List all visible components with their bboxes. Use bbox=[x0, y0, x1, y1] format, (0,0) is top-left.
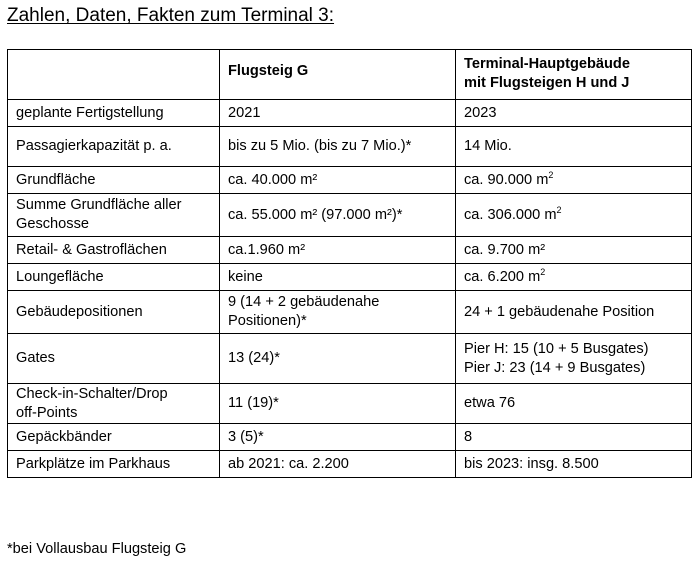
cell-g bbox=[220, 334, 456, 384]
cell-text: 2023 bbox=[464, 104, 497, 121]
footnote: *bei Vollausbau Flugsteig G bbox=[7, 541, 187, 557]
cell-hj bbox=[456, 264, 692, 291]
cell-g bbox=[220, 100, 456, 127]
cell-text: Gebäudepositionen bbox=[16, 303, 143, 320]
cell-g bbox=[220, 291, 456, 334]
cell-text: ca. 9.700 m² bbox=[464, 241, 546, 258]
table-row bbox=[8, 264, 692, 291]
cell-label bbox=[8, 451, 220, 478]
cell-text: geplante Fertigstellung bbox=[16, 104, 164, 121]
cell-hj bbox=[456, 451, 692, 478]
cell-hj bbox=[456, 100, 692, 127]
cell-text: 11 (19)* bbox=[228, 395, 279, 411]
cell-label bbox=[8, 194, 220, 237]
cell-text: ab 2021: ca. 2.200 bbox=[228, 455, 349, 472]
cell-text: Pier H: 15 (10 + 5 Busgates) bbox=[464, 340, 649, 357]
cell-text: Positionen)* bbox=[228, 313, 307, 329]
cell-text: 3 (5)* bbox=[228, 428, 264, 445]
cell-hj bbox=[456, 237, 692, 264]
header-flugsteig-g-label: Flugsteig G bbox=[228, 63, 309, 79]
cell-text: Geschosse bbox=[16, 216, 90, 232]
cell-g bbox=[220, 451, 456, 478]
cell-text: etwa 76 bbox=[464, 395, 516, 411]
cell-text: Parkplätze im Parkhaus bbox=[16, 455, 171, 472]
cell-label bbox=[8, 424, 220, 451]
table-row bbox=[8, 194, 692, 237]
header-flugsteig-g bbox=[220, 50, 456, 100]
cell-text: Gates bbox=[16, 350, 55, 366]
cell-label bbox=[8, 291, 220, 334]
cell-text: 2021 bbox=[228, 104, 261, 121]
superscript: 2 bbox=[548, 169, 554, 180]
cell-text-main: ca. 90.000 m bbox=[464, 171, 549, 188]
cell-hj bbox=[456, 334, 692, 384]
cell-text: off-Points bbox=[16, 404, 78, 421]
cell-text: bis 2023: insg. 8.500 bbox=[464, 455, 599, 472]
cell-hj bbox=[456, 194, 692, 237]
cell-text: Retail- & Gastroflächen bbox=[16, 241, 167, 258]
table-row bbox=[8, 127, 692, 167]
cell-text: 14 Mio. bbox=[464, 138, 512, 154]
cell-text: Check-in-Schalter/Drop bbox=[16, 385, 168, 402]
cell-text-main: ca. 6.200 m bbox=[464, 268, 541, 285]
cell-hj bbox=[456, 127, 692, 167]
page-title: Zahlen, Daten, Fakten zum Terminal 3: bbox=[7, 5, 335, 26]
cell-g bbox=[220, 384, 456, 424]
cell-g bbox=[220, 194, 456, 237]
cell-text: ca.1.960 m² bbox=[228, 241, 306, 258]
table-row bbox=[8, 384, 692, 424]
cell-label bbox=[8, 334, 220, 384]
cell-g bbox=[220, 237, 456, 264]
cell-text: bis zu 5 Mio. (bis zu 7 Mio.)* bbox=[228, 138, 412, 154]
table-header-row bbox=[8, 50, 692, 100]
facts-table bbox=[7, 49, 692, 478]
superscript: 2 bbox=[540, 266, 546, 277]
table-row bbox=[8, 451, 692, 478]
cell-label bbox=[8, 127, 220, 167]
cell-label bbox=[8, 100, 220, 127]
header-terminal-hauptgebaeude bbox=[456, 50, 692, 100]
cell-label bbox=[8, 384, 220, 424]
cell-g bbox=[220, 127, 456, 167]
cell-text: Gepäckbänder bbox=[16, 428, 112, 445]
cell-text: 9 (14 + 2 gebäudenahe bbox=[228, 294, 380, 310]
cell-text-main: ca. 306.000 m bbox=[464, 206, 557, 223]
cell-g bbox=[220, 424, 456, 451]
cell-text: ca. 40.000 m² bbox=[228, 171, 318, 188]
cell-text: Pier J: 23 (14 + 9 Busgates) bbox=[464, 359, 646, 376]
cell-text: 13 (24)* bbox=[228, 350, 280, 366]
cell-hj bbox=[456, 291, 692, 334]
cell-hj bbox=[456, 384, 692, 424]
cell-text bbox=[464, 206, 683, 225]
cell-label bbox=[8, 237, 220, 264]
table-row bbox=[8, 424, 692, 451]
cell-text: Loungefläche bbox=[16, 268, 104, 285]
table-row bbox=[8, 237, 692, 264]
cell-hj bbox=[456, 167, 692, 194]
header-empty-cell bbox=[8, 50, 220, 100]
superscript: 2 bbox=[556, 204, 562, 215]
cell-text: ca. 55.000 m² (97.000 m²)* bbox=[228, 206, 403, 223]
cell-text: Passagierkapazität p. a. bbox=[16, 138, 172, 154]
table-row bbox=[8, 167, 692, 194]
cell-g bbox=[220, 167, 456, 194]
cell-text: 8 bbox=[464, 428, 473, 445]
cell-hj bbox=[456, 424, 692, 451]
cell-text: keine bbox=[228, 268, 263, 285]
cell-text: Grundfläche bbox=[16, 171, 96, 188]
table-row bbox=[8, 334, 692, 384]
header-line-1: Terminal-Hauptgebäude bbox=[464, 56, 630, 72]
cell-text bbox=[464, 171, 683, 190]
cell-label bbox=[8, 264, 220, 291]
table-row bbox=[8, 291, 692, 334]
table-row bbox=[8, 100, 692, 127]
cell-text bbox=[464, 268, 683, 287]
cell-text: 24 + 1 gebäudenahe Position bbox=[464, 303, 655, 320]
cell-label bbox=[8, 167, 220, 194]
header-line-2: mit Flugsteigen H und J bbox=[464, 75, 630, 91]
cell-text: Summe Grundfläche aller bbox=[16, 197, 182, 213]
cell-g bbox=[220, 264, 456, 291]
